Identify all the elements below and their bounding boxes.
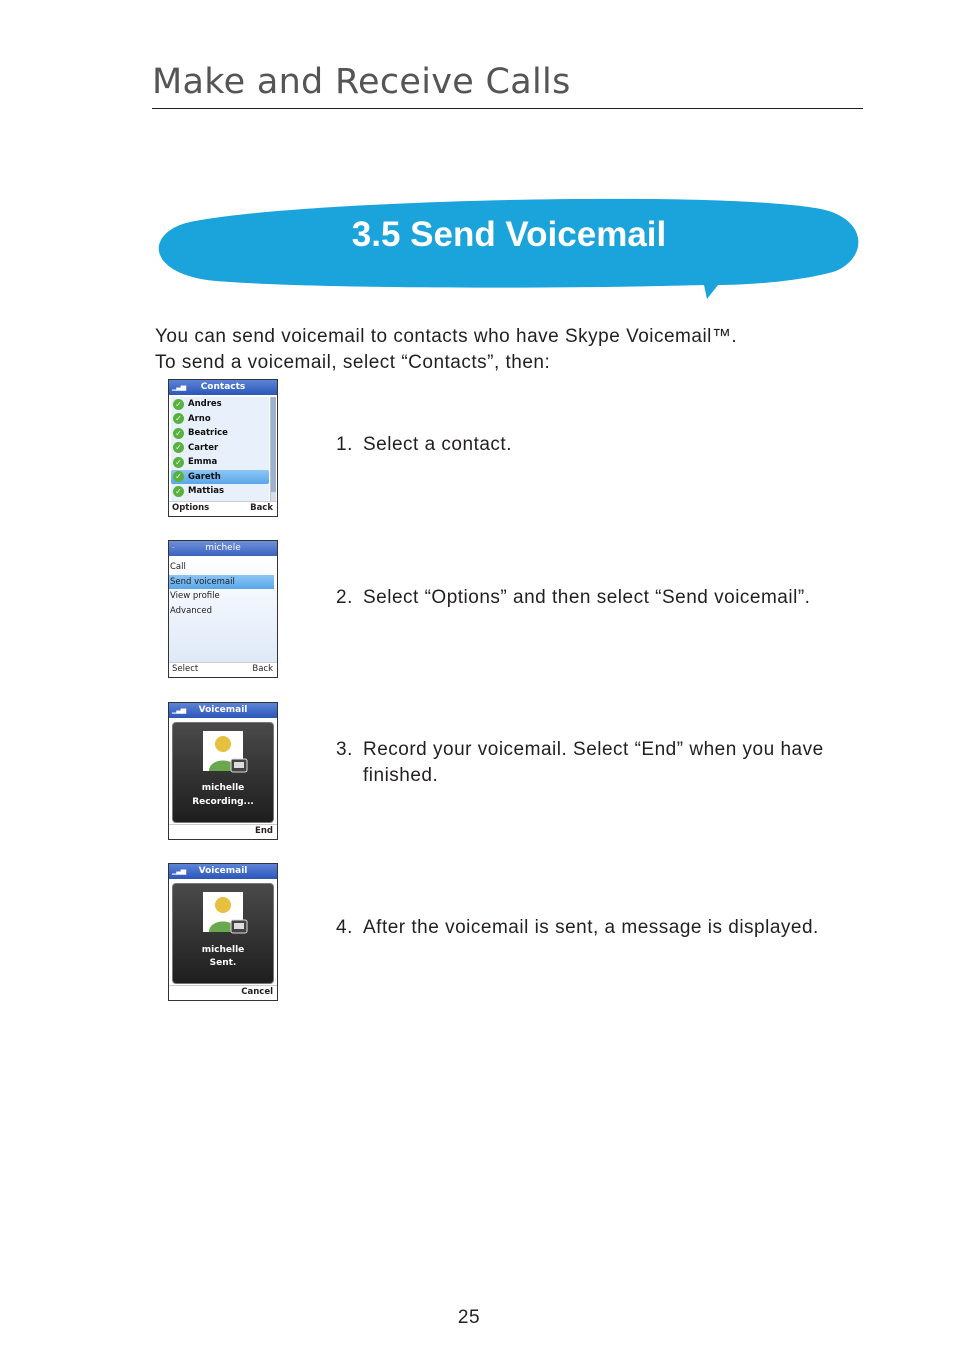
screen-title-bar [169, 380, 277, 395]
online-check-icon: ✓ [173, 399, 184, 410]
section-title-bubble [156, 195, 862, 303]
recording-status: Recording... [192, 797, 254, 807]
step-number: 1. [336, 434, 353, 455]
screen-title: michele [205, 543, 241, 553]
contact-name: Carter [188, 442, 219, 453]
scrollbar[interactable] [270, 397, 276, 501]
page-title: Make and Receive Calls [152, 62, 571, 102]
contact-name: Beatrice [188, 428, 228, 439]
voicemail-panel [172, 883, 274, 984]
options-softkey[interactable]: Options [172, 503, 210, 513]
options-menu [169, 556, 277, 662]
menu-item-advanced[interactable]: Advanced [170, 605, 212, 616]
contact-avatar-icon [203, 731, 249, 777]
screen-title-bar [169, 703, 277, 718]
intro-text [155, 324, 855, 376]
contact-list [171, 397, 269, 501]
intro-line-1: You can send voicemail to contacts who have Skype Voicemail™. [155, 326, 738, 347]
softkey-bar [169, 501, 277, 516]
online-check-icon: ✓ [173, 457, 184, 468]
recording-screen [168, 702, 278, 840]
back-softkey[interactable]: Back [250, 503, 273, 513]
step-number: 3. [336, 739, 353, 760]
contact-name: Gareth [188, 471, 221, 482]
online-check-icon: ✓ [173, 471, 184, 482]
contact-name: Mattias [188, 486, 225, 497]
contact-item[interactable] [171, 426, 269, 441]
contact-item[interactable] [171, 484, 269, 499]
section-title: 3.5 Send Voicemail [351, 215, 667, 254]
softkey-bar [169, 662, 277, 677]
menu-item-send-voicemail[interactable]: Send voicemail [169, 575, 274, 590]
options-screen [168, 540, 278, 678]
contact-name: Andres [188, 399, 222, 410]
contacts-screen [168, 379, 278, 517]
screen-title: Contacts [200, 382, 246, 392]
contact-name: michelle [201, 945, 245, 955]
sent-status: Sent. [209, 958, 237, 968]
online-check-icon: ✓ [173, 413, 184, 424]
step-1 [336, 432, 866, 458]
contact-name: michelle [201, 783, 245, 793]
contact-avatar-icon [203, 892, 249, 938]
softkey-bar [169, 985, 277, 1000]
contact-name: Arno [188, 413, 211, 424]
menu-item-call[interactable]: Call [170, 562, 186, 572]
contact-item[interactable] [171, 397, 269, 412]
online-check-icon: ✓ [173, 428, 184, 439]
step-number: 4. [336, 917, 353, 938]
step-2 [336, 585, 866, 611]
screen-title-bar [169, 864, 277, 879]
signal-icon: ▁▃▅ [172, 867, 186, 875]
menu-item-view-profile[interactable]: View profile [170, 591, 220, 601]
cancel-softkey[interactable]: Cancel [241, 987, 273, 997]
screen-title: Voicemail [198, 705, 248, 715]
step-text: After the voicemail is sent, a message is displayed. [363, 917, 819, 938]
contact-item-selected[interactable] [171, 470, 269, 485]
contact-item[interactable] [171, 441, 269, 456]
online-check-icon: ✓ [173, 486, 184, 497]
signal-icon: ▁▃▅ [172, 706, 186, 714]
end-softkey[interactable]: End [255, 826, 273, 836]
contact-name: Emma [188, 457, 218, 468]
step-text: Select “Options” and then select “Send voicemail”. [363, 587, 811, 608]
step-4 [336, 915, 866, 941]
sent-screen [168, 863, 278, 1001]
contact-item[interactable] [171, 412, 269, 427]
select-softkey[interactable]: Select [172, 664, 199, 674]
scrollbar-thumb[interactable] [271, 397, 276, 492]
signal-icon: ▁▃▅ [172, 383, 186, 391]
signal-icon: · [172, 544, 174, 552]
step-text: Select a contact. [363, 434, 512, 455]
voicemail-panel [172, 722, 274, 823]
screen-title: Voicemail [198, 866, 248, 876]
page-number: 25 [457, 1307, 481, 1328]
softkey-bar [169, 824, 277, 839]
intro-line-2: To send a voicemail, select “Contacts”, then: [155, 352, 551, 373]
step-number: 2. [336, 587, 353, 608]
back-softkey[interactable]: Back [252, 664, 273, 674]
online-check-icon: ✓ [173, 442, 184, 453]
step-3 [336, 737, 866, 789]
step-text: Record your voicemail. Select “End” when you have finished. [363, 739, 824, 786]
page-header [152, 62, 863, 109]
screen-title-bar [169, 541, 277, 556]
contact-item[interactable] [171, 455, 269, 470]
